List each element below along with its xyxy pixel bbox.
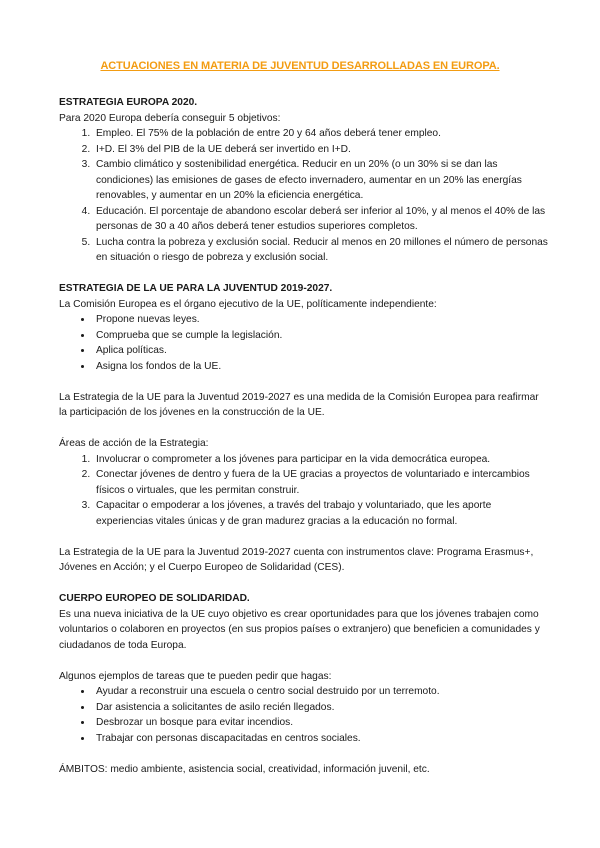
list-item: • Desbrozar un bosque para evitar incendios. — [93, 715, 549, 731]
list-item: 2. Conectar jóvenes de dentro y fuera de la UE gracias a proyectos de voluntariado e intercambios físicos o virtuales, que les permitan construir. — [93, 467, 549, 498]
list-item: 1. Empleo. El 75% de la población de entre 20 y 64 años deberá tener empleo. — [93, 126, 549, 142]
areas-list — [59, 452, 549, 530]
list-item: 3. Cambio climático y sostenibilidad energética. Reducir en un 20% (o un 30% si se dan las condiciones) las emisiones de gases de efecto invernadero, aumentar en un 20% las energías renovables, y aumentar en un 20% la eficiencia energética. — [93, 157, 549, 204]
document-title: ACTUACIONES EN MATERIA DE JUVENTUD DESARROLLADAS EN EUROPA. — [100, 60, 500, 72]
paragraph: La Estrategia de la UE para la Juventud 2019-2027 es una medida de la Comisión Europea para reafirmar la participación de los jóvenes en la construcción de la UE. — [59, 391, 539, 418]
list-item: • Trabajar con personas discapacitadas en centros sociales. — [93, 731, 549, 747]
document-body — [59, 95, 549, 777]
section-intro: Es una nueva iniciativa de la UE cuyo objetivo es crear oportunidades para que los jóvenes trabajen como voluntarios o colaboren en proyectos (en sus propios países o extranjero) que beneficien a comunidades y ciudadanos de toda Europa. — [59, 608, 540, 651]
list-item: 4. Educación. El porcentaje de abandono escolar deberá ser inferior al 10%, y al menos el 40% de las personas de 30 a 40 años deberá tener estudios superiores completos. — [93, 204, 549, 235]
section-intro: La Comisión Europea es el órgano ejecutivo de la UE, políticamente independiente: — [59, 298, 437, 310]
list-item: • Ayudar a reconstruir una escuela o centro social destruido por un terremoto. — [93, 684, 549, 700]
areas-intro: Áreas de acción de la Estrategia: — [59, 438, 209, 449]
list-item: • Propone nuevas leyes. — [93, 312, 549, 328]
examples-intro: Algunos ejemplos de tareas que te pueden pedir que hagas: — [59, 670, 332, 682]
section-heading-europa-2020: ESTRATEGIA EUROPA 2020. — [59, 97, 198, 108]
paragraph: La Estrategia de la UE para la Juventud 2019-2027 cuenta con instrumentos clave: Programa Erasmus+, Jóvenes en Acción; y el Cuerpo Europeo de Solidaridad (CES). — [59, 546, 534, 573]
list-item: • Aplica políticas. — [93, 343, 549, 359]
commission-functions-list — [59, 312, 549, 374]
list-item: 5. Lucha contra la pobreza y exclusión social. Reducir al menos en 20 millones el número de personas en situación o riesgo de pobreza y exclusión social. — [93, 235, 549, 266]
section-heading-cuerpo-europeo: CUERPO EUROPEO DE SOLIDARIDAD. — [59, 593, 250, 604]
list-item: • Dar asistencia a solicitantes de asilo recién llegados. — [93, 700, 549, 716]
ambitos-line: ÁMBITOS: medio ambiente, asistencia social, creatividad, información juvenil, etc. — [59, 763, 430, 775]
objectives-list — [59, 126, 549, 266]
list-item: 3. Capacitar o empoderar a los jóvenes, a través del trabajo y voluntariado, que les aporte experiencias vitales únicas y de gran madurez gracias a la educación no formal. — [93, 498, 549, 529]
list-item: 2. I+D. El 3% del PIB de la UE deberá ser invertido en I+D. — [93, 142, 549, 158]
section-heading-estrategia-juventud: ESTRATEGIA DE LA UE PARA LA JUVENTUD 2019-2027. — [59, 283, 333, 294]
list-item: • Comprueba que se cumple la legislación. — [93, 328, 549, 344]
tasks-list — [59, 684, 549, 746]
list-item: • Asigna los fondos de la UE. — [93, 359, 549, 375]
list-item: 1. Involucrar o comprometer a los jóvenes para participar en la vida democrática europea. — [93, 452, 549, 468]
section-intro: Para 2020 Europa debería conseguir 5 objetivos: — [59, 112, 281, 124]
